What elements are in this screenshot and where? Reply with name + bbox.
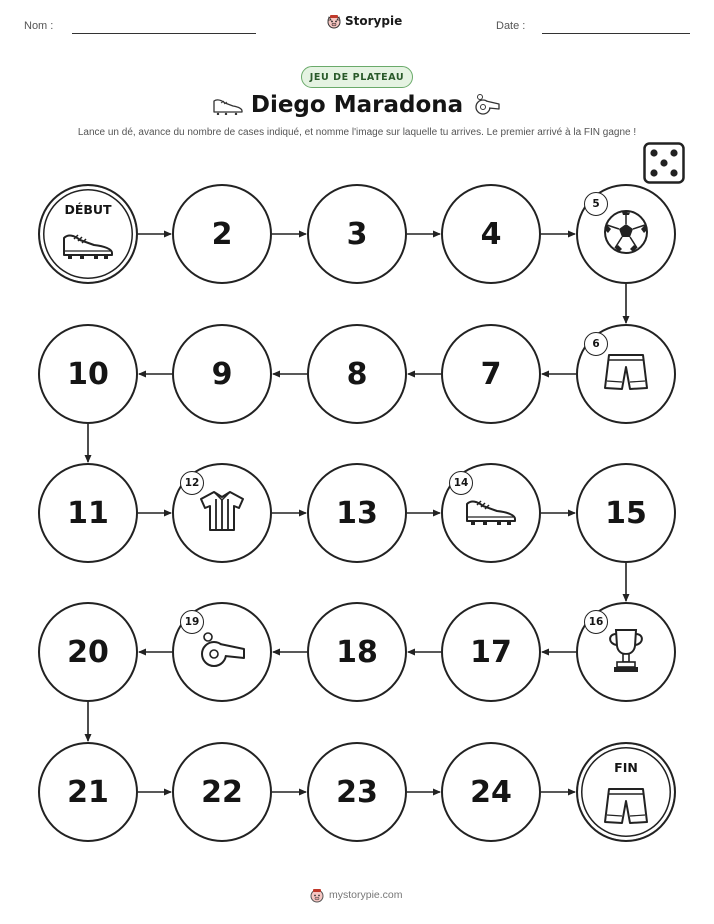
board-cell-7 <box>441 324 541 424</box>
cell-number: 17 <box>470 634 512 670</box>
cell-number: 18 <box>336 634 378 670</box>
cell-number: 11 <box>67 495 109 531</box>
cell-number-badge: 6 <box>584 332 608 356</box>
board-cell-14 <box>441 463 541 563</box>
board-cell-10 <box>38 324 138 424</box>
shorts-icon <box>603 352 649 396</box>
page-title: Diego Maradona <box>250 92 464 118</box>
board-cell-20 <box>38 602 138 702</box>
brand-name: Storypie <box>345 14 403 28</box>
whistle-icon <box>196 630 248 674</box>
footer-url[interactable]: mystorypie.com <box>329 889 403 901</box>
board-cell-5 <box>576 184 676 284</box>
finish-label: FIN <box>614 760 638 775</box>
board-cell-22 <box>172 742 272 842</box>
board-cell-13 <box>307 463 407 563</box>
cell-number: 23 <box>336 774 378 810</box>
date-label: Date : <box>496 20 526 32</box>
referee-jersey-icon <box>199 489 245 537</box>
board-cell-1 <box>38 184 138 284</box>
cell-number: 13 <box>336 495 378 531</box>
board-cell-16 <box>576 602 676 702</box>
instructions: Lance un dé, avance du nombre de cases indiqué, et nomme l'image sur laquelle tu arrives. Le premier arrivé à la FIN gagne ! <box>77 127 637 138</box>
board-cell-23 <box>307 742 407 842</box>
cell-number: 3 <box>346 216 368 252</box>
board-cell-3 <box>307 184 407 284</box>
board-cell-9 <box>172 324 272 424</box>
board-cell-8 <box>307 324 407 424</box>
board-cell-11 <box>38 463 138 563</box>
cell-number: 7 <box>480 356 502 392</box>
board-cell-24 <box>441 742 541 842</box>
cell-number: 8 <box>346 356 368 392</box>
name-label: Nom : <box>24 20 54 32</box>
trophy-icon <box>606 626 646 678</box>
cell-number-badge: 12 <box>180 471 204 495</box>
cell-number: 10 <box>67 356 109 392</box>
cell-number-badge: 14 <box>449 471 473 495</box>
cell-number: 20 <box>67 634 109 670</box>
cell-number-badge: 5 <box>584 192 608 216</box>
board-cell-12 <box>172 463 272 563</box>
board-cell-6 <box>576 324 676 424</box>
board-cell-15 <box>576 463 676 563</box>
cell-number: 24 <box>470 774 512 810</box>
football-boot-icon <box>60 228 116 266</box>
cell-number-badge: 16 <box>584 610 608 634</box>
cell-number: 21 <box>67 774 109 810</box>
cell-number: 9 <box>211 356 233 392</box>
board-cell-17 <box>441 602 541 702</box>
soccer-ball-icon <box>602 208 650 260</box>
cell-number: 2 <box>211 216 233 252</box>
board-cell-2 <box>172 184 272 284</box>
start-label: DÉBUT <box>64 202 112 217</box>
cell-number: 15 <box>605 495 647 531</box>
cell-number: 22 <box>201 774 243 810</box>
board-cell-4 <box>441 184 541 284</box>
shorts-icon <box>603 786 649 830</box>
football-boot-icon <box>463 494 519 532</box>
footer <box>309 887 403 903</box>
pig-mascot-icon <box>309 887 325 903</box>
game-type-badge: JEU DE PLATEAU <box>301 66 413 88</box>
board-cell-25 <box>576 742 676 842</box>
board-cell-19 <box>172 602 272 702</box>
cell-number: 4 <box>480 216 502 252</box>
board-cell-18 <box>307 602 407 702</box>
board-cell-21 <box>38 742 138 842</box>
cell-number-badge: 19 <box>180 610 204 634</box>
